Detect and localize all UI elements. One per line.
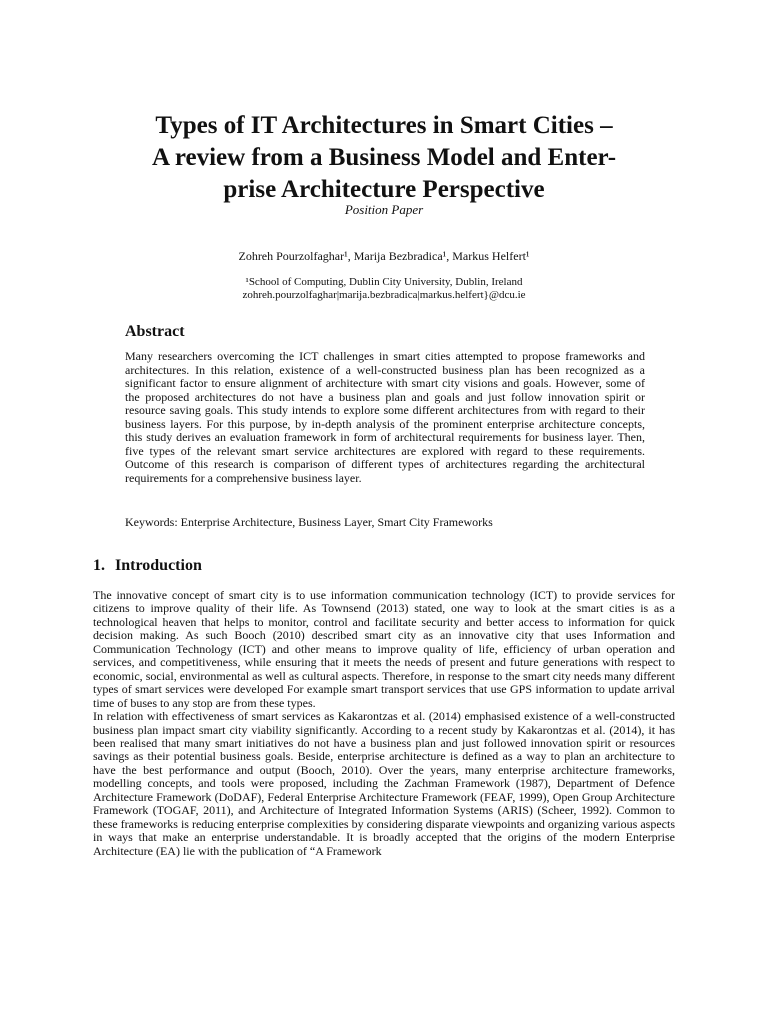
- title-line: Types of IT Architectures in Smart Cities –: [155, 112, 613, 139]
- introduction-body: [93, 589, 675, 858]
- abstract-heading: Abstract: [125, 323, 185, 340]
- affiliation-line: ¹School of Computing, Dublin City University, Dublin, Ireland: [245, 276, 523, 288]
- paper-title: [60, 110, 708, 206]
- section-title: Introduction: [115, 557, 202, 574]
- keywords: Keywords: Enterprise Architecture, Business Layer, Smart City Frameworks: [125, 515, 493, 529]
- abstract-text: Many researchers overcoming the ICT challenges in smart cities attempted to propose frameworks and architectures. In this relation, existence of a well-constructed business plan has been recognized as a significant factor to ensure alignment of architecture with smart city visions and goals. However, some of the proposed architectures do not have a business plan and goals and just follow innovation spirit or resource saving goals. This study intends to explore some different architectures from with regard to their business layers. For this purpose, by in-depth analysis of the prominent enterprise architecture concepts, this study derives an evaluation framework in form of architectural requirements for business layer. Then, five types of the relevant smart service architectures are explored with regard to these requirements. Outcome of this research is comparison of different types of architectures regarding the architectural requirements for a comprehensive business layer.: [125, 349, 645, 485]
- title-line: prise Architecture Perspective: [223, 176, 545, 203]
- paper-subtitle: Position Paper: [344, 202, 424, 217]
- section-number: 1.: [93, 557, 105, 574]
- affiliation-email: zohreh.pourzolfaghar|marija.bezbradica|markus.helfert}@dcu.ie: [242, 289, 526, 301]
- section-heading-introduction: [93, 557, 202, 575]
- body-paragraph: The innovative concept of smart city is to use information communication technology (ICT) to provide services for citizens to improve quality of their life. As Townsend (2013) stated, one way to look at the smart cities is as a technological heaven that helps to monitor, control and facilitate security and better access to information for quick decision making. As such Booch (2010) described smart city as an innovative city that uses Information and Communication Technology (ICT) and other means to improve quality of life, efficiency of urban operation and services, and competitiveness, while ensuring that it meets the needs of present and future generations with respect to economic, social, environmental as well as cultural aspects. Therefore, in response to the smart city needs many different types of smart services were developed For example smart transport services that use GPS information to update arrival time of buses to any stop are from these types.: [93, 588, 675, 710]
- affiliation: [0, 276, 768, 302]
- title-line: A review from a Business Model and Enter-: [151, 144, 617, 171]
- body-paragraph: In relation with effectiveness of smart services as Kakarontzas et al. (2014) emphasised existence of a well-constructed business plan impact smart city viability significantly. According to a recent study by Kakarontzas et al. (2014), it has been realised that many smart initiatives do not have a business plan and just followed innovation spirit or resources savings as their potential business goals. Beside, enterprise architecture is defined as a way to plan an architecture to have the best performance and output (Booch, 2010). Over the years, many enterprise architecture frameworks, modelling concepts, and tools were proposed, including the Zachman Framework (1987), Department of Defence Architecture Framework (DoDAF), Federal Enterprise Architecture Framework (FEAF, 1999), Open Group Architecture Framework (TOGAF, 2011), and Architecture of Integrated Information Systems (ARIS) (Scheer, 1992). Common to these frameworks is reducing enterprise complexities by considering disparate viewpoints and organizing various aspects in ways that make an enterprise understandable. It is broadly accepted that the origins of the modern Enterprise Architecture (EA) lie with the publication of “A Framework: [93, 709, 675, 858]
- author-list: Zohreh Pourzolfaghar¹, Marija Bezbradica¹, Markus Helfert¹: [238, 249, 530, 263]
